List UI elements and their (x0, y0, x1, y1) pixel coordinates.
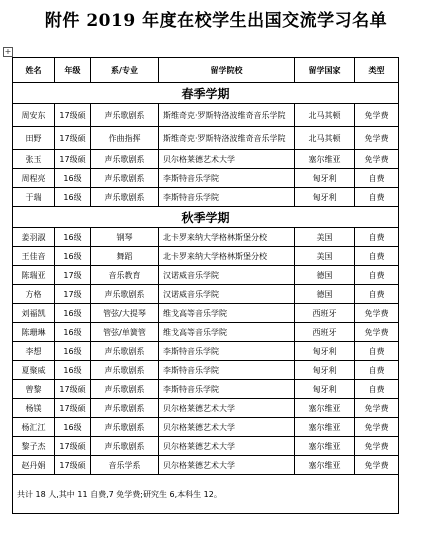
cell-name: 周程亮 (13, 169, 55, 188)
cell-country: 匈牙利 (295, 169, 355, 188)
cell-country: 匈牙利 (295, 188, 355, 207)
cell-department: 声乐歌剧系 (91, 380, 159, 399)
cell-school: 汉诺威音乐学院 (159, 285, 295, 304)
cell-school: 汉诺威音乐学院 (159, 266, 295, 285)
table-row (13, 266, 399, 285)
cell-type: 自费 (355, 342, 399, 361)
table-row (13, 228, 399, 247)
table-header-row (13, 58, 399, 83)
cell-department: 声乐歌剧系 (91, 104, 159, 127)
table-row (13, 169, 399, 188)
cell-school: 李斯特音乐学院 (159, 361, 295, 380)
exchange-student-table (12, 57, 399, 514)
cell-type: 免学费 (355, 304, 399, 323)
cell-country: 匈牙利 (295, 380, 355, 399)
cell-name: 刘福凯 (13, 304, 55, 323)
cell-school: 斯维奇克·罗斯特洛波维奇音乐学院 (159, 104, 295, 127)
cell-type: 自费 (355, 247, 399, 266)
cell-name: 方格 (13, 285, 55, 304)
cell-country: 塞尔维亚 (295, 399, 355, 418)
cell-type: 自费 (355, 188, 399, 207)
table-row (13, 456, 399, 475)
cell-school: 李斯特音乐学院 (159, 342, 295, 361)
cell-school: 贝尔格莱德艺术大学 (159, 150, 295, 169)
cell-type: 免学费 (355, 418, 399, 437)
cell-country: 西班牙 (295, 304, 355, 323)
cell-name: 杨汇江 (13, 418, 55, 437)
cell-department: 声乐歌剧系 (91, 399, 159, 418)
cell-school: 北卡罗来纳大学格林斯堡分校 (159, 228, 295, 247)
table-move-handle-icon[interactable]: + (4, 47, 12, 56)
cell-name: 姜羽淑 (13, 228, 55, 247)
cell-grade: 17级硕 (55, 104, 91, 127)
cell-type: 免学费 (355, 127, 399, 150)
cell-department: 管弦/大提琴 (91, 304, 159, 323)
cell-country: 塞尔维亚 (295, 456, 355, 475)
document-title: 附件 2019 年度在校学生出国交流学习名单 (44, 11, 388, 31)
cell-grade: 16级 (55, 228, 91, 247)
cell-grade: 16级 (55, 418, 91, 437)
cell-name: 夏聚威 (13, 361, 55, 380)
cell-country: 北马其顿 (295, 104, 355, 127)
cell-grade: 16级 (55, 323, 91, 342)
table-row (13, 304, 399, 323)
cell-type: 免学费 (355, 323, 399, 342)
table-row (13, 380, 399, 399)
cell-department: 声乐歌剧系 (91, 188, 159, 207)
cell-grade: 16级 (55, 169, 91, 188)
section-row (13, 83, 399, 104)
cell-country: 匈牙利 (295, 361, 355, 380)
cell-department: 声乐歌剧系 (91, 418, 159, 437)
cell-school: 贝尔格莱德艺术大学 (159, 437, 295, 456)
cell-name: 李想 (13, 342, 55, 361)
cell-name: 于瑞 (13, 188, 55, 207)
header-name: 姓名 (13, 58, 55, 83)
cell-name: 曾黎 (13, 380, 55, 399)
cell-department: 声乐歌剧系 (91, 150, 159, 169)
cell-department: 管弦/单簧管 (91, 323, 159, 342)
cell-country: 德国 (295, 285, 355, 304)
cell-grade: 16级 (55, 361, 91, 380)
header-grade: 年级 (55, 58, 91, 83)
cell-department: 钢琴 (91, 228, 159, 247)
section-label: 春季学期 (13, 83, 399, 104)
table-row (13, 188, 399, 207)
cell-type: 免学费 (355, 104, 399, 127)
cell-school: 北卡罗来纳大学格林斯堡分校 (159, 247, 295, 266)
cell-name: 王佳音 (13, 247, 55, 266)
cell-type: 自费 (355, 266, 399, 285)
cell-country: 塞尔维亚 (295, 437, 355, 456)
cell-name: 张玉 (13, 150, 55, 169)
cell-name: 赵丹娟 (13, 456, 55, 475)
cell-grade: 17级硕 (55, 380, 91, 399)
cell-type: 自费 (355, 361, 399, 380)
cell-school: 李斯特音乐学院 (159, 188, 295, 207)
cell-grade: 17级硕 (55, 150, 91, 169)
section-label: 秋季学期 (13, 207, 399, 228)
cell-school: 维戈高等音乐学院 (159, 304, 295, 323)
cell-country: 北马其顿 (295, 127, 355, 150)
cell-department: 声乐歌剧系 (91, 437, 159, 456)
table-row (13, 104, 399, 127)
cell-department: 舞蹈 (91, 247, 159, 266)
cell-school: 贝尔格莱德艺术大学 (159, 418, 295, 437)
cell-department: 作曲指挥 (91, 127, 159, 150)
table-body (13, 83, 399, 514)
cell-type: 免学费 (355, 150, 399, 169)
table-row (13, 323, 399, 342)
cell-name: 陈瑞亚 (13, 266, 55, 285)
cell-grade: 16级 (55, 342, 91, 361)
cell-country: 德国 (295, 266, 355, 285)
cell-type: 自费 (355, 169, 399, 188)
cell-grade: 16级 (55, 188, 91, 207)
cell-department: 音乐教育 (91, 266, 159, 285)
header-school: 留学院校 (159, 58, 295, 83)
cell-country: 塞尔维亚 (295, 150, 355, 169)
section-row (13, 207, 399, 228)
cell-name: 黎子杰 (13, 437, 55, 456)
cell-department: 声乐歌剧系 (91, 342, 159, 361)
header-type: 类型 (355, 58, 399, 83)
cell-department: 声乐歌剧系 (91, 361, 159, 380)
cell-grade: 16级 (55, 304, 91, 323)
cell-country: 塞尔维亚 (295, 418, 355, 437)
table-row (13, 150, 399, 169)
cell-grade: 17级硕 (55, 399, 91, 418)
cell-school: 贝尔格莱德艺术大学 (159, 456, 295, 475)
cell-type: 免学费 (355, 399, 399, 418)
cell-name: 陈珊琳 (13, 323, 55, 342)
table-row (13, 437, 399, 456)
cell-name: 周安东 (13, 104, 55, 127)
cell-grade: 17级 (55, 266, 91, 285)
summary-text: 共计 18 人,其中 11 自费,7 免学费;研究生 6,本科生 12。 (13, 475, 399, 514)
cell-school: 维戈高等音乐学院 (159, 323, 295, 342)
cell-country: 匈牙利 (295, 342, 355, 361)
cell-type: 免学费 (355, 456, 399, 475)
cell-school: 斯维奇克·罗斯特洛波维奇音乐学院 (159, 127, 295, 150)
table-row (13, 418, 399, 437)
cell-type: 自费 (355, 228, 399, 247)
cell-department: 音乐学系 (91, 456, 159, 475)
cell-country: 美国 (295, 247, 355, 266)
table-row (13, 361, 399, 380)
cell-department: 声乐歌剧系 (91, 169, 159, 188)
summary-row (13, 475, 399, 514)
table-row (13, 399, 399, 418)
table-row (13, 247, 399, 266)
cell-grade: 17级硕 (55, 437, 91, 456)
cell-department: 声乐歌剧系 (91, 285, 159, 304)
cell-school: 贝尔格莱德艺术大学 (159, 399, 295, 418)
header-country: 留学国家 (295, 58, 355, 83)
table-row (13, 285, 399, 304)
cell-type: 免学费 (355, 437, 399, 456)
cell-name: 杨镁 (13, 399, 55, 418)
cell-grade: 16级 (55, 247, 91, 266)
cell-grade: 17级硕 (55, 456, 91, 475)
cell-grade: 17级 (55, 285, 91, 304)
table-row (13, 342, 399, 361)
cell-name: 田野 (13, 127, 55, 150)
cell-country: 西班牙 (295, 323, 355, 342)
cell-school: 李斯特音乐学院 (159, 169, 295, 188)
header-department: 系/专业 (91, 58, 159, 83)
cell-school: 李斯特音乐学院 (159, 380, 295, 399)
cell-grade: 17级硕 (55, 127, 91, 150)
table-row (13, 127, 399, 150)
cell-type: 自费 (355, 380, 399, 399)
cell-country: 美国 (295, 228, 355, 247)
cell-type: 自费 (355, 285, 399, 304)
